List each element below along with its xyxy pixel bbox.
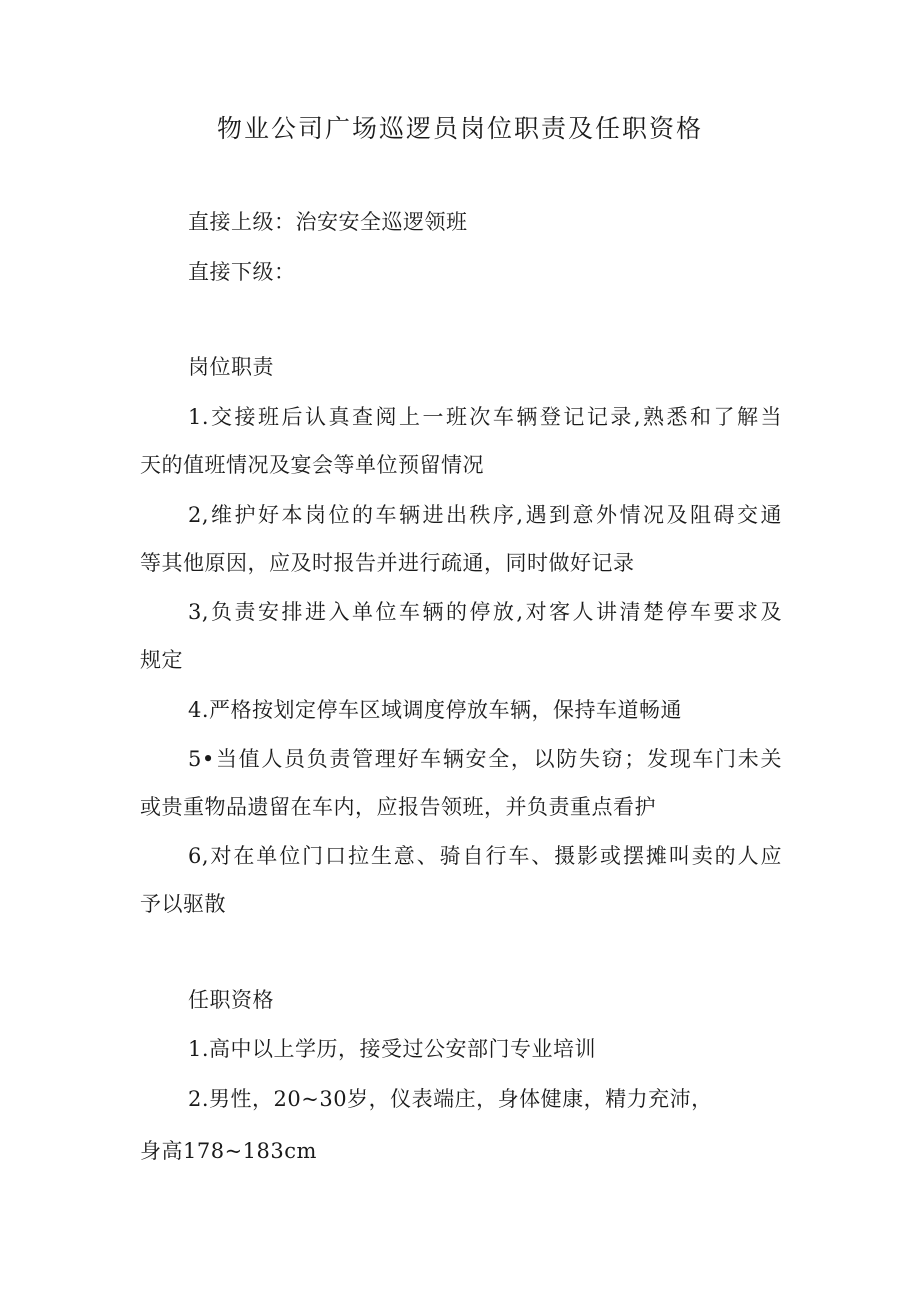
duty-3-line-2: 规定 — [140, 648, 183, 672]
duty-1-line-2: 天的值班情况及宴会等单位预留情况 — [140, 453, 484, 477]
qualification-2-line-1: 2.男性，20~30岁，仪表端庄，身体健康，精力充沛， — [188, 1087, 713, 1111]
duty-2-line-2: 等其他原因，应及时报告并进行疏通，同时做好记录 — [140, 551, 635, 575]
duty-5-line-2: 或贵重物品遗留在车内，应报告领班，并负责重点看护 — [140, 795, 656, 819]
duties-heading: 岗位职责 — [188, 355, 274, 379]
qualifications-heading: 任职资格 — [188, 988, 274, 1012]
duty-3-line-1: 3,负责安排进入单位车辆的停放,对客人讲清楚停车要求及 — [188, 600, 782, 624]
duty-2-line-1: 2,维护好本岗位的车辆进出秩序,遇到意外情况及阻碍交通 — [188, 503, 782, 527]
duty-1-line-1: 1.交接班后认真查阅上一班次车辆登记记录,熟悉和了解当 — [188, 405, 782, 429]
duty-6-line-2: 予以驱散 — [140, 892, 226, 916]
direct-supervisor: 直接上级：治安安全巡逻领班 — [188, 210, 468, 234]
direct-subordinate: 直接下级： — [188, 260, 296, 284]
document-title: 物业公司广场巡逻员岗位职责及任职资格 — [216, 114, 703, 143]
duty-5-line-1: 5•当值人员负责管理好车辆安全，以防失窃；发现车门未关 — [188, 747, 782, 771]
duty-4-line-1: 4.严格按划定停车区域调度停放车辆，保持车道畅通 — [188, 698, 683, 722]
qualification-1-line-1: 1.高中以上学历，接受过公安部门专业培训 — [188, 1037, 597, 1061]
duty-6-line-1: 6,对在单位门口拉生意、骑自行车、摄影或摆摊叫卖的人应 — [188, 844, 782, 868]
qualification-2-line-2: 身高178~183cm — [140, 1139, 317, 1163]
